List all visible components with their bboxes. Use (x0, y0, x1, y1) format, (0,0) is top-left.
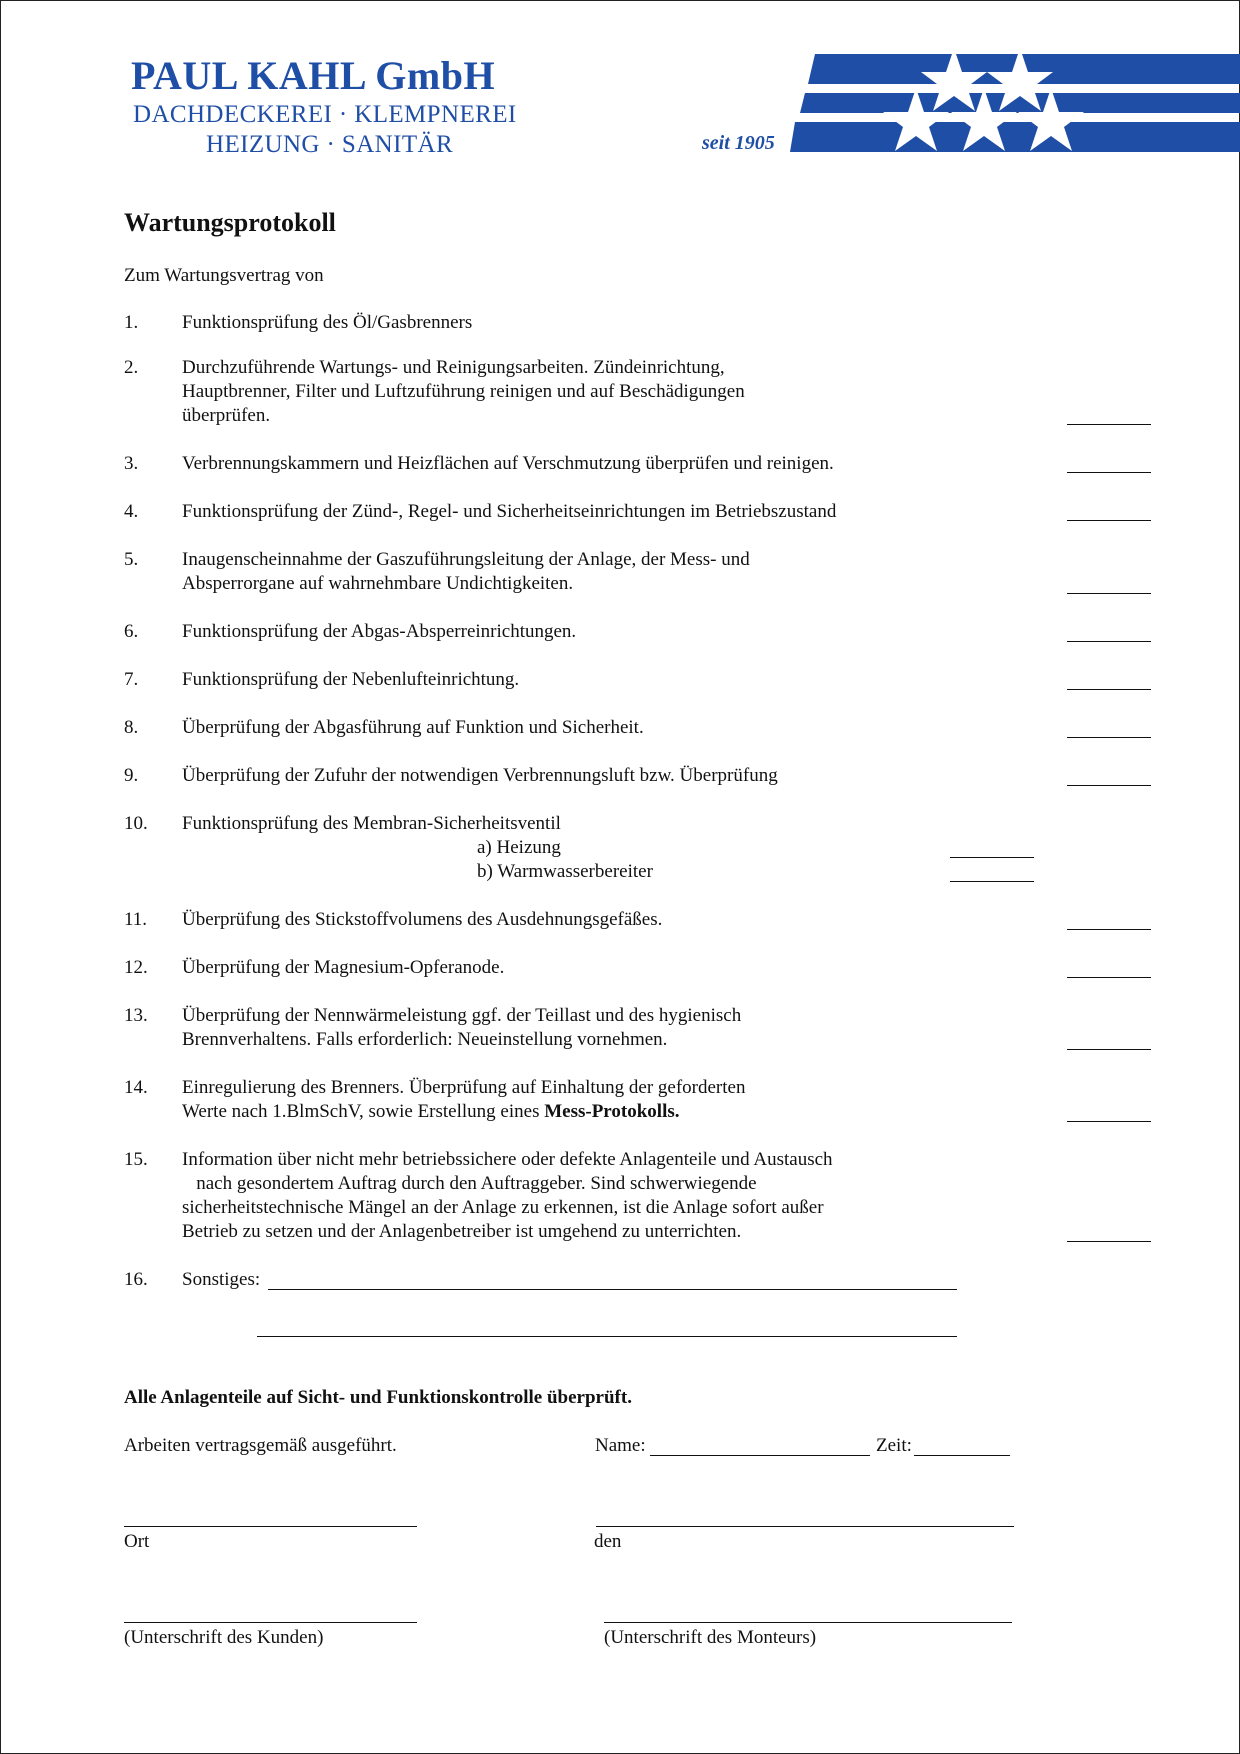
customer-signature-field[interactable] (124, 1622, 417, 1623)
item-text: Hauptbrenner, Filter und Luftzuführung reinigen und auf Beschädigungen (182, 381, 745, 402)
item-number: 10. (124, 813, 148, 834)
check-blank[interactable] (950, 857, 1034, 858)
item-text (182, 1100, 680, 1124)
check-blank[interactable] (1067, 1121, 1151, 1122)
item-text: Durchzuführende Wartungs- und Reinigungsarbeiten. Zündeinrichtung, (182, 357, 725, 378)
item-number: 4. (124, 501, 139, 522)
name-label: Name: (595, 1435, 646, 1456)
item-number: 6. (124, 621, 139, 642)
item-text: Überprüfung des Stickstoffvolumens des Ausdehnungsgefäßes. (182, 909, 663, 930)
item-text: sicherheitstechnische Mängel an der Anlage zu erkennen, ist die Anlage sofort außer (182, 1197, 824, 1218)
check-blank[interactable] (1067, 689, 1151, 690)
document-title: Wartungsprotokoll (124, 208, 336, 237)
customer-signature-label: (Unterschrift des Kunden) (124, 1627, 324, 1648)
company-name: PAUL KAHL GmbH (131, 53, 496, 98)
notes-line[interactable] (257, 1336, 957, 1337)
item-text: Überprüfung der Abgasführung auf Funktion und Sicherheit. (182, 717, 644, 738)
item-text: Funktionsprüfung des Öl/Gasbrenners (182, 312, 473, 333)
item-text: Einregulierung des Brenners. Überprüfung auf Einhaltung der geforderten (182, 1077, 746, 1098)
item-text: überprüfen. (182, 405, 271, 426)
item-number: 11. (124, 909, 148, 930)
check-blank[interactable] (1067, 1241, 1151, 1242)
date-field[interactable] (596, 1526, 1014, 1527)
item-text-bold: Mess-Protokolls. (544, 1101, 680, 1122)
place-field[interactable] (124, 1526, 417, 1527)
stars-and-stripes-logo-icon (790, 48, 1240, 158)
name-field[interactable] (650, 1455, 870, 1456)
item-text: Überprüfung der Zufuhr der notwendigen Verbrennungsluft bzw. Überprüfung (182, 765, 778, 786)
notes-line[interactable] (268, 1289, 957, 1290)
item-number: 5. (124, 549, 139, 570)
check-blank[interactable] (1067, 1049, 1151, 1050)
place-label: Ort (124, 1531, 150, 1552)
time-field[interactable] (914, 1455, 1010, 1456)
item-number: 8. (124, 717, 139, 738)
inspection-statement: Alle Anlagenteile auf Sicht- und Funktionskontrolle überprüft. (124, 1387, 632, 1408)
check-blank[interactable] (1067, 977, 1151, 978)
item-text: nach gesondertem Auftrag durch den Auftraggeber. Sind schwerwiegende (182, 1173, 757, 1194)
item-text: Überprüfung der Nennwärmeleistung ggf. der Teillast und des hygienisch (182, 1005, 742, 1026)
item-number: 1. (124, 312, 139, 333)
check-blank[interactable] (950, 881, 1034, 882)
company-trades-line1: DACHDECKEREI · KLEMPNEREI (133, 101, 517, 128)
fitter-signature-field[interactable] (604, 1622, 1012, 1623)
item-text: Funktionsprüfung der Zünd-, Regel- und Sicherheitseinrichtungen im Betriebszustand (182, 501, 837, 522)
item-text: Verbrennungskammern und Heizflächen auf Verschmutzung überprüfen und reinigen. (182, 453, 834, 474)
check-blank[interactable] (1067, 520, 1151, 521)
item-text: Brennverhaltens. Falls erforderlich: Neueinstellung vornehmen. (182, 1029, 668, 1050)
item-number: 7. (124, 669, 139, 690)
fitter-signature-label: (Unterschrift des Monteurs) (604, 1627, 817, 1648)
item-text: Überprüfung der Magnesium-Opferanode. (182, 957, 505, 978)
item-text: Sonstiges: (182, 1269, 261, 1290)
item-subitem: b) Warmwasserbereiter (477, 861, 653, 882)
item-text: Information über nicht mehr betriebssichere oder defekte Anlagenteile und Austausch (182, 1149, 833, 1170)
check-blank[interactable] (1067, 737, 1151, 738)
date-label: den (594, 1531, 622, 1552)
check-blank[interactable] (1067, 641, 1151, 642)
item-number: 12. (124, 957, 148, 978)
item-number: 3. (124, 453, 139, 474)
item-text-part: Werte nach 1.BlmSchV, sowie Erstellung eines (182, 1101, 545, 1122)
item-number: 15. (124, 1149, 148, 1170)
check-blank[interactable] (1067, 593, 1151, 594)
since-year: seit 1905 (702, 132, 775, 154)
item-text: Funktionsprüfung der Abgas-Absperreinrichtungen. (182, 621, 577, 642)
time-label: Zeit: (876, 1435, 912, 1456)
check-blank[interactable] (1067, 785, 1151, 786)
item-number: 9. (124, 765, 139, 786)
item-number: 2. (124, 357, 139, 378)
item-text: Funktionsprüfung der Nebenlufteinrichtung. (182, 669, 520, 690)
check-blank[interactable] (1067, 424, 1151, 425)
item-number: 13. (124, 1005, 148, 1026)
check-blank[interactable] (1067, 929, 1151, 930)
item-text: Inaugenscheinnahme der Gaszuführungsleitung der Anlage, der Mess- und (182, 549, 750, 570)
performed-statement: Arbeiten vertragsgemäß ausgeführt. (124, 1435, 397, 1456)
contract-intro: Zum Wartungsvertrag von (124, 265, 324, 286)
item-number: 16. (124, 1269, 148, 1290)
company-trades-line2: HEIZUNG · SANITÄR (206, 131, 454, 158)
item-text: Funktionsprüfung des Membran-Sicherheitsventil (182, 813, 561, 834)
item-subitem: a) Heizung (477, 837, 561, 858)
item-text: Absperrorgane auf wahrnehmbare Undichtigkeiten. (182, 573, 574, 594)
check-blank[interactable] (1067, 472, 1151, 473)
item-number: 14. (124, 1077, 148, 1098)
item-text: Betrieb zu setzen und der Anlagenbetreiber ist umgehend zu unterrichten. (182, 1221, 742, 1242)
